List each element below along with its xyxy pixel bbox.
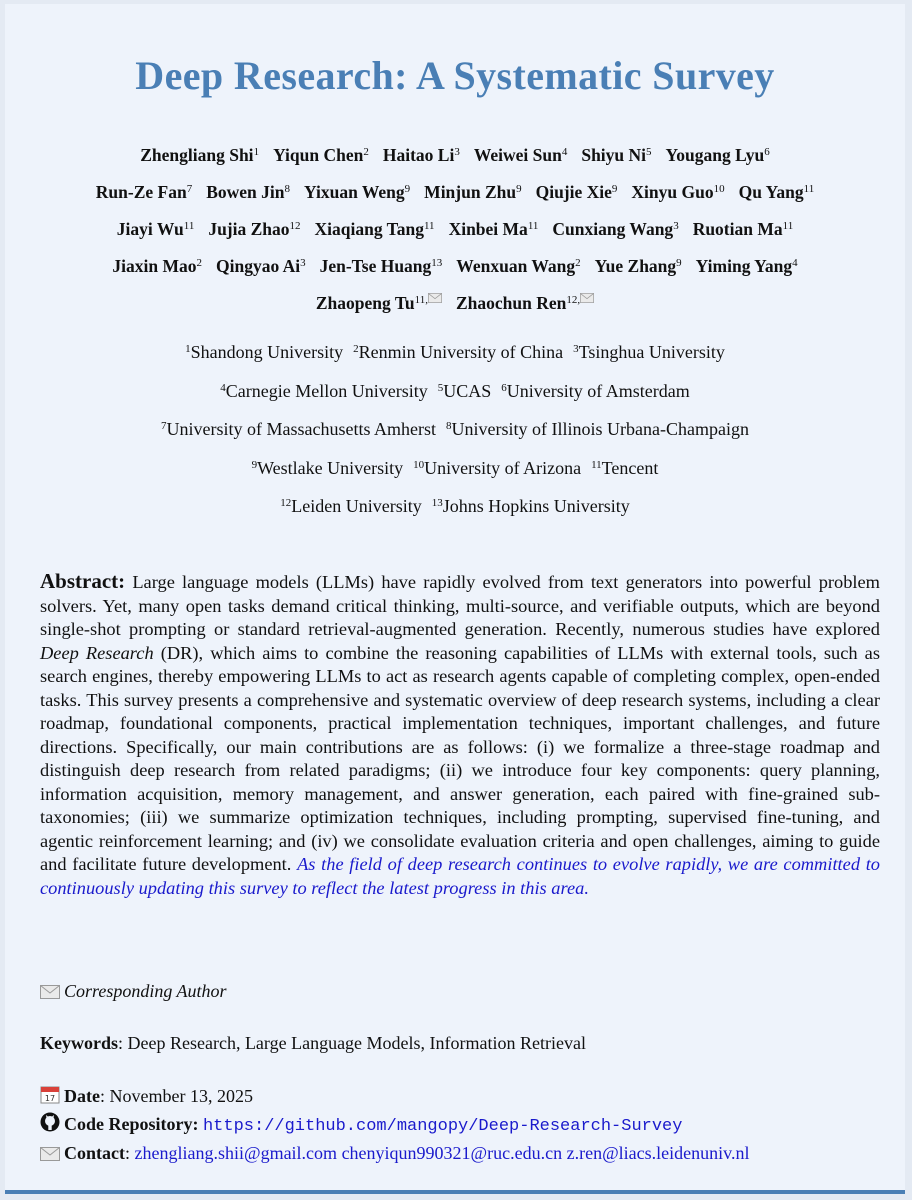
svg-text:17: 17 (44, 1094, 56, 1103)
abstract-heading: Abstract: (40, 569, 126, 593)
author-affiliation-mark: 2 (196, 257, 202, 269)
keywords (40, 1033, 586, 1054)
author-name: Xinyu Guo (631, 182, 714, 202)
affiliation (591, 458, 658, 478)
keywords-value: : Deep Research, Large Language Models, Information Retrieval (118, 1033, 586, 1053)
author-name: Jujia Zhao (208, 219, 290, 239)
calendar-icon (40, 1084, 60, 1111)
abstract-text-2: (DR), which aims to combine the reasoning capabilities of LLMs with external tools, such as search engines, thereby empowering LLMs to act as research agents capable of completing complex, open-ended tasks. This survey presents a comprehensive and systematic overview of deep research systems, including a clear roadmap, foundational components, practical implementation techniques, important challenges, and future directions. Specifically, our main contributions are as follows: (i) we formalize a three-stage roadmap and distinguish deep research from related paradigms; (ii) we introduce four key components: query planning, information acquisition, memory management, and answer generation, each paired with fine-grained sub-taxonomies; (iii) we summarize optimization techniques, including prompting, supervised fine-tuning, and agentic reinforcement learning; and (iv) we consolidate evaluation criteria and open challenges, aiming to guide and facilitate future development. (40, 642, 880, 874)
affiliation-name: Westlake University (257, 457, 404, 478)
affiliation (438, 381, 492, 401)
affiliation-mark: 13 (431, 497, 443, 510)
date-row (40, 1083, 749, 1111)
author (424, 182, 521, 202)
affiliation-mark: 1 (185, 343, 191, 355)
author-name: Qiujie Xie (535, 182, 612, 202)
author-affiliation-mark: 5 (646, 146, 652, 158)
author-name: Run-Ze Fan (95, 182, 187, 202)
affiliation (413, 458, 581, 478)
author-affiliation-mark: 9 (516, 183, 522, 195)
author-affiliation-mark: 3 (300, 257, 306, 269)
author (456, 256, 580, 276)
author (320, 256, 443, 276)
corresponding-mail-icon (428, 295, 442, 306)
affiliation-name: Tsinghua University (578, 342, 725, 362)
affiliation-mark: 3 (573, 343, 579, 355)
author (117, 219, 195, 239)
author (208, 219, 300, 239)
author (536, 182, 618, 202)
corresponding-mail-icon (580, 295, 594, 306)
author-affiliation-mark: 4 (792, 257, 798, 269)
author-name: Jiayi Wu (116, 219, 184, 239)
affiliation-mark: 6 (501, 381, 507, 394)
author-affiliation-mark: 11 (423, 220, 435, 232)
affiliation (161, 419, 436, 439)
affiliation-name: University of Massachusetts Amherst (166, 419, 436, 440)
affiliation-name: Carnegie Mellon University (225, 380, 428, 401)
affiliation-name: Renmin University of China (358, 342, 564, 362)
author (581, 145, 651, 165)
author-name: Qu Yang (738, 182, 804, 202)
code-row (40, 1111, 749, 1140)
affiliation (446, 419, 749, 439)
date-label: Date (64, 1086, 100, 1106)
affiliation-mark: 7 (161, 420, 167, 433)
author-name: Xinbei Ma (448, 219, 528, 239)
affiliation-name: Leiden University (291, 496, 422, 517)
author (140, 145, 259, 165)
affiliation-name: Johns Hopkins University (442, 496, 630, 517)
keywords-label: Keywords (40, 1033, 118, 1053)
author-name: Ruotian Ma (692, 219, 783, 239)
author (666, 145, 770, 165)
abstract-text-1: Large language models (LLMs) have rapidly evolved from text generators into powerful problem solvers. Yet, many open tasks demand critical thinking, multi-source, and verifiable outputs, which are beyond single-shot prompting or standard retrieval-augmented generation. Recently, numerous studies have explored (40, 572, 880, 639)
contact-label: Contact (64, 1143, 125, 1163)
contact-email-link[interactable]: zhengliang.shii@gmail.com (134, 1143, 338, 1163)
paper-page (5, 4, 905, 1194)
affiliation (501, 381, 689, 401)
author (595, 256, 682, 276)
author-affiliation-mark: 11, (414, 294, 428, 306)
author-affiliation-mark: 10 (713, 183, 725, 195)
contact-email-link[interactable]: z.ren@liacs.leidenuniv.nl (566, 1143, 750, 1163)
abstract (40, 570, 880, 900)
author (631, 182, 724, 202)
author (304, 182, 410, 202)
author-line (35, 290, 875, 327)
author-affiliation-mark: 7 (186, 183, 193, 195)
author-name: Minjun Zhu (424, 182, 517, 202)
author (316, 293, 442, 313)
author-affiliation-mark: 6 (764, 146, 770, 158)
affiliation-name: UCAS (443, 380, 492, 401)
affiliation-mark: 2 (353, 343, 359, 355)
affiliation-line (35, 377, 875, 416)
mail-icon (40, 983, 60, 1004)
author-affiliation-mark: 9 (611, 183, 618, 195)
author-name: Weiwei Sun (473, 145, 562, 165)
author-affiliation-mark: 11 (527, 220, 539, 232)
author-affiliation-mark: 12, (566, 294, 581, 306)
author (315, 219, 435, 239)
author-list (35, 142, 875, 327)
affiliation-line (35, 415, 875, 454)
author-name: Yixuan Weng (304, 182, 405, 202)
author-affiliation-mark: 13 (431, 257, 443, 269)
author (96, 182, 192, 202)
author-name: Zhaopeng Tu (315, 293, 415, 313)
abstract-italic-term: Deep Research (40, 642, 154, 663)
code-label: Code Repository: (64, 1114, 199, 1134)
author-name: Shiyu Ni (581, 145, 647, 165)
author-name: Yougang Lyu (665, 145, 765, 165)
paper-meta (40, 1083, 749, 1168)
affiliation-mark: 8 (446, 420, 452, 433)
affiliation-list (35, 338, 875, 531)
author-affiliation-mark: 1 (253, 146, 260, 158)
author (449, 219, 539, 239)
author (693, 219, 794, 239)
author (456, 293, 594, 313)
author-affiliation-mark: 11 (183, 220, 195, 232)
author-affiliation-mark: 11 (782, 220, 794, 232)
affiliation-name: University of Amsterdam (506, 380, 690, 401)
affiliation (573, 342, 725, 362)
affiliation-mark: 5 (437, 381, 444, 394)
affiliation-line (35, 454, 875, 493)
author-affiliation-mark: 3 (673, 220, 679, 232)
mail-icon (40, 1142, 60, 1168)
author-name: Xiaqiang Tang (314, 219, 424, 239)
affiliation (252, 458, 404, 478)
author-name: Jen-Tse Huang (319, 256, 432, 276)
author-affiliation-mark: 9 (404, 183, 411, 195)
contact-separator: : (125, 1143, 131, 1163)
author-affiliation-mark: 11 (803, 183, 815, 195)
author-name: Bowen Jin (206, 182, 285, 202)
author-name: Yue Zhang (594, 256, 677, 276)
author-name: Yiming Yang (695, 256, 793, 276)
affiliation (432, 496, 630, 516)
author-name: Wenxuan Wang (456, 256, 576, 276)
affiliation-mark: 11 (591, 458, 602, 471)
paper-title: Deep Research: A Systematic Survey (135, 53, 775, 98)
author-name: Cunxiang Wang (552, 219, 674, 239)
author-affiliation-mark: 2 (363, 146, 369, 158)
affiliation (280, 496, 421, 516)
affiliation-name: Tencent (601, 457, 659, 478)
affiliation-name: University of Arizona (424, 457, 582, 478)
author-name: Haitao Li (382, 145, 455, 165)
code-repository-link[interactable]: https://github.com/mangopy/Deep-Research-Survey (202, 1117, 683, 1136)
corresponding-author-label: Corresponding Author (64, 981, 227, 1001)
author-name: Yiqun Chen (273, 145, 364, 165)
author (552, 219, 678, 239)
author-affiliation-mark: 9 (676, 257, 682, 269)
author (696, 256, 798, 276)
author (216, 256, 306, 276)
author-name: Jiaxin Mao (112, 256, 197, 276)
affiliation-name: Shandong University (190, 342, 344, 362)
author-affiliation-mark: 8 (284, 183, 290, 195)
author-line (35, 142, 875, 179)
affiliation-line (35, 338, 875, 377)
author (206, 182, 290, 202)
author-line (35, 253, 875, 290)
author (474, 145, 568, 165)
affiliation-mark: 9 (251, 458, 258, 471)
author-name: Zhengliang Shi (140, 145, 254, 165)
affiliation-mark: 12 (280, 497, 292, 510)
contact-row (40, 1140, 749, 1168)
author-affiliation-mark: 2 (575, 257, 581, 269)
affiliation (185, 342, 343, 362)
github-icon (40, 1112, 60, 1139)
author-name: Zhaochun Ren (455, 293, 567, 313)
author-affiliation-mark: 4 (561, 146, 568, 158)
author (273, 145, 369, 165)
author-line (35, 179, 875, 216)
author-affiliation-mark: 12 (289, 220, 301, 232)
affiliation-mark: 4 (220, 381, 226, 394)
corresponding-author-note (40, 981, 227, 1004)
affiliation (353, 342, 563, 362)
author-affiliation-mark: 3 (454, 146, 460, 158)
affiliation-name: University of Illinois Urbana-Champaign (451, 419, 749, 440)
author (383, 145, 460, 165)
abstract-update-note: As the field of deep research continues to evolve rapidly, we are committed to continuously updating this survey to reflect the latest progress in this area. (40, 854, 880, 898)
author-name: Qingyao Ai (215, 256, 301, 276)
author (112, 256, 202, 276)
author (739, 182, 815, 202)
affiliation-mark: 10 (413, 458, 425, 471)
affiliation-line (35, 492, 875, 531)
affiliation (220, 381, 427, 401)
date-value: : November 13, 2025 (99, 1086, 253, 1106)
contact-email-link[interactable]: chenyiqun990321@ruc.edu.cn (341, 1143, 563, 1163)
author-line (35, 216, 875, 253)
